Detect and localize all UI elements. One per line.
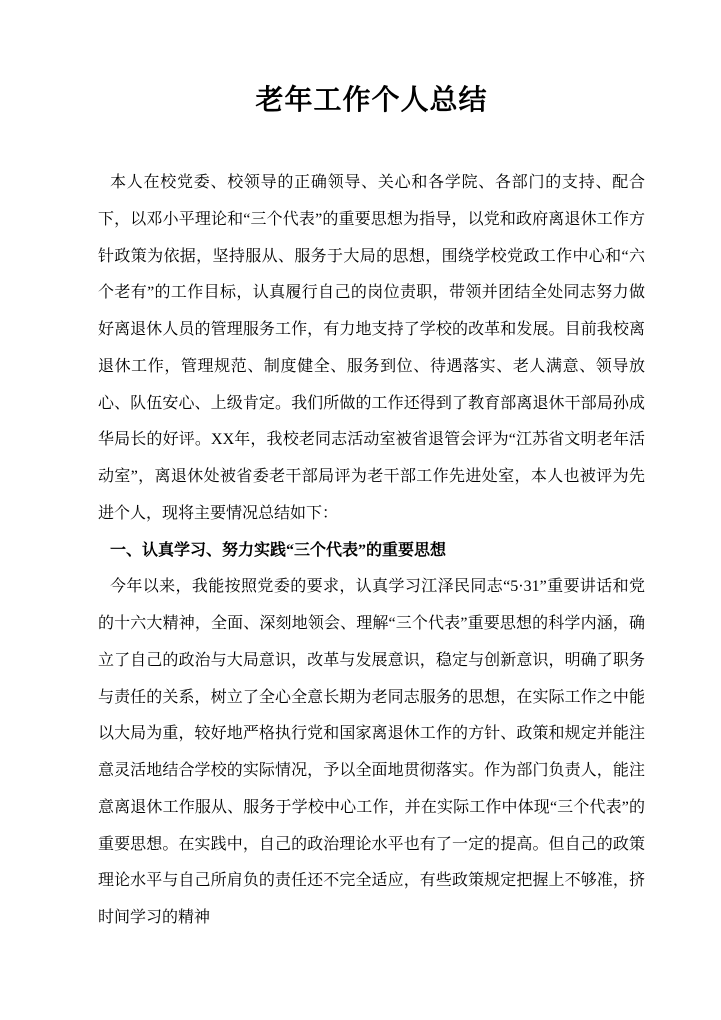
document-body: [98, 165, 645, 937]
section-heading-1: 一、认真学习、努力实践“三个代表”的重要思想: [110, 541, 447, 559]
document-title: 老年工作个人总结: [255, 85, 488, 116]
paragraph-section-1: 今年以来，我能按照党委的要求，认真学习江泽民同志“5·31”重要讲话和党的十六大精神，全面、深刻地领会、理解“三个代表”重要思想的科学内涵，确立了自己的政治与大局意识，改革与发展意识，稳定与创新意识，明确了职务与责任的关系，树立了全心全意长期为老同志服务的思想，在实际工作之中能以大局为重，较好地严格执行党和国家离退休工作的方针、政策和规定并能注意灵活地结合学校的实际情况，予以全面地贯彻落实。作为部门负责人，能注意离退休工作服从、服务于学校中心工作，并在实际工作中体现“三个代表”的重要思想。在实践中，自己的政治理论水平也有了一定的提高。但自己的政策理论水平与自己所肩负的责任还不完全适应，有些政策规定把握上不够准，挤时间学习的精神: [98, 578, 645, 926]
paragraph-intro: 本人在校党委、校领导的正确领导、关心和各学院、各部门的支持、配合下，以邓小平理论和“三个代表”的重要思想为指导，以党和政府离退休工作方针政策为依据，坚持服从、服务于大局的思想，围绕学校党政工作中心和“六个老有”的工作目标，认真履行自己的岗位责职，带领并团结全处同志努力做好离退休人员的管理服务工作，有力地支持了学校的改革和发展。目前我校离退休工作，管理规范、制度健全、服务到位、待遇落实、老人满意、领导放心、队伍安心、上级肯定。我们所做的工作还得到了教育部离退休干部局孙成华局长的好评。XX年，我校老同志活动室被省退管会评为“江苏省文明老年活动室”，离退休处被省委老干部局评为老干部工作先进处室，本人也被评为先进个人，现将主要情况总结如下：: [98, 174, 645, 522]
